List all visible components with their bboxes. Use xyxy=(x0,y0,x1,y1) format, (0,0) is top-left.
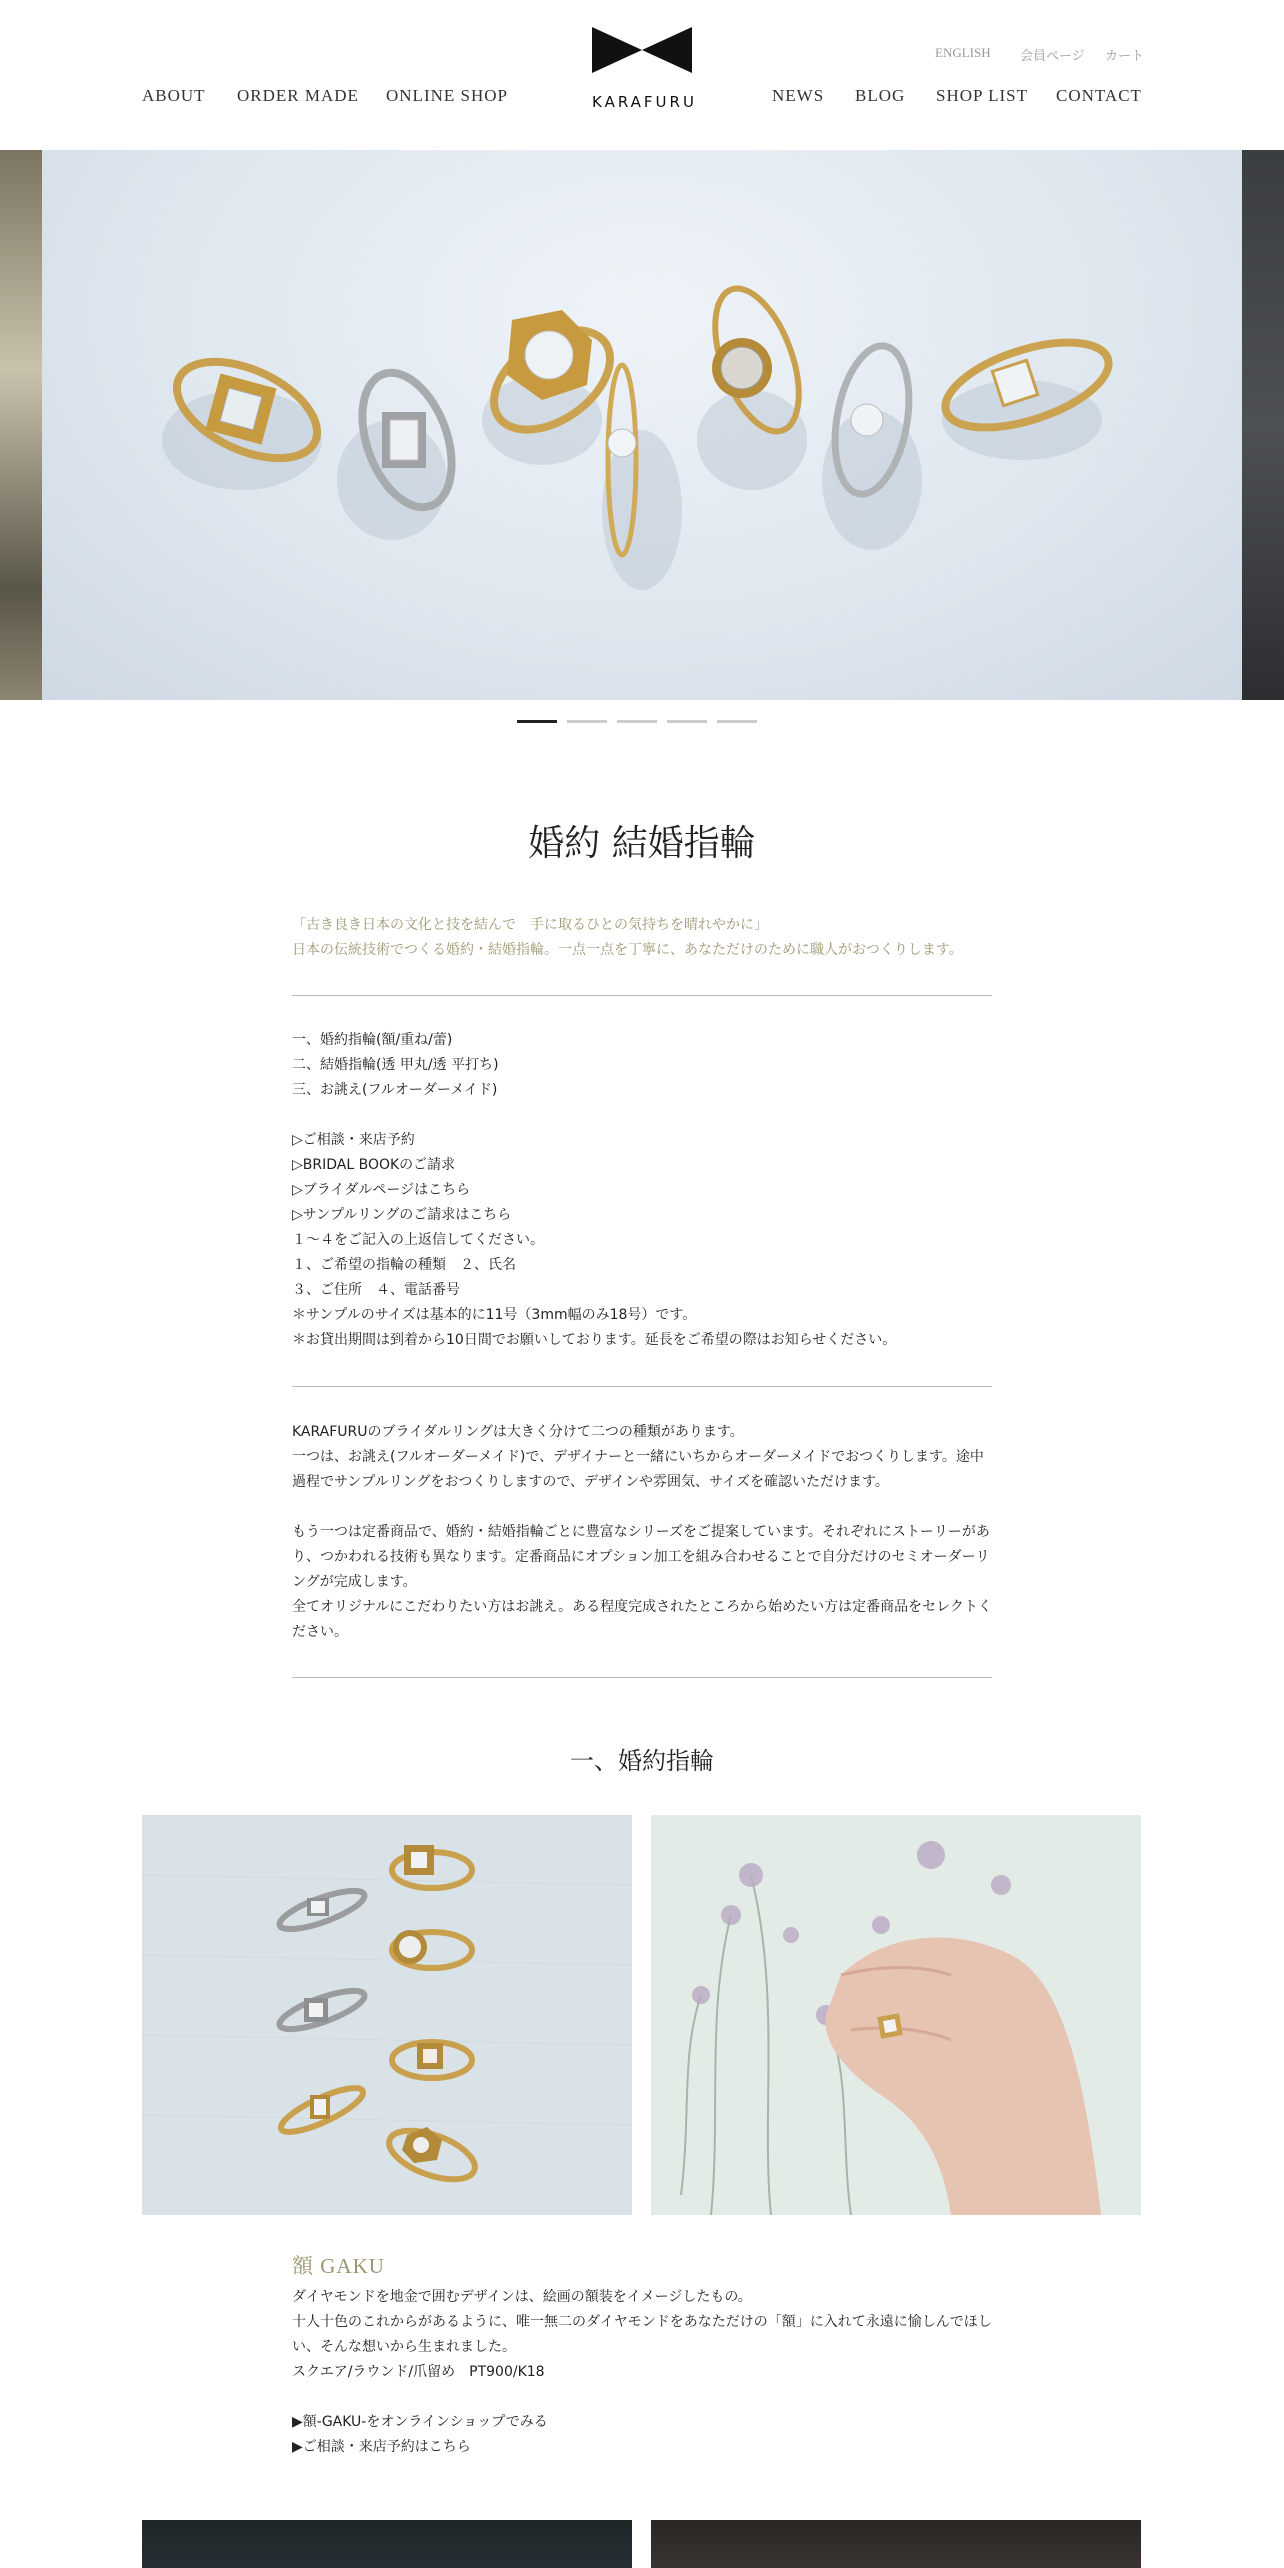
nav-shop-list[interactable]: SHOP LIST xyxy=(936,86,1028,105)
sample-note: １〜４をご記入の上返信してください。 xyxy=(292,1232,544,1248)
rings-photo xyxy=(42,150,1242,700)
paragraph-line: KARAFURUのブライダルリングは大きく分けて二つの種類があります。 xyxy=(292,1424,744,1440)
hero-prev-slide-peek[interactable] xyxy=(0,150,42,700)
slider-dot-3[interactable] xyxy=(617,720,657,723)
engagement-section-title: 一、婚約指輪 xyxy=(570,1747,714,1775)
nav-about[interactable]: ABOUT xyxy=(142,86,206,105)
paragraph-line: 十人十色のこれからがあるように、唯一無二のダイヤモンドをあなただけの「額」に入れて永遠に愉しんでほし xyxy=(292,2314,992,2330)
gaku-description xyxy=(292,2285,992,2460)
kasane-hand-photo xyxy=(651,2520,1141,2568)
bowtie-logo-icon xyxy=(592,27,692,73)
nav-blog[interactable]: BLOG xyxy=(855,86,906,105)
paragraph-line: もう一つは定番商品で、婚約・結婚指輪ごとに豊富なシリーズをご提案しています。それぞれにストーリーがあ xyxy=(292,1524,990,1540)
divider xyxy=(292,1677,992,1678)
paragraph-line: ングが完成します。 xyxy=(292,1574,417,1590)
site-header xyxy=(0,0,1284,150)
util-cart[interactable]: カート xyxy=(1105,48,1145,63)
gaku-rings-photo xyxy=(142,1815,632,2215)
tagline-line-1: 「古き良き日本の文化と技を結んで 手に取るひとの気持ちを晴れやかに」 xyxy=(292,917,768,933)
tagline-line-2: 日本の伝統技術でつくる婚約・結婚指輪。一点一点を丁寧に、あなただけのために職人がおつくりします。 xyxy=(292,942,963,958)
sample-note: ＊サンプルのサイズは基本的に11号（3mm幅のみ18号）です。 xyxy=(292,1307,697,1323)
logo[interactable] xyxy=(592,27,697,117)
link-gaku-online-shop[interactable]: ▶額-GAKU-をオンラインショップでみる xyxy=(292,2414,548,2430)
slider-pagination xyxy=(517,720,767,724)
paragraph-line: い、そんな想いから生まれました。 xyxy=(292,2339,516,2355)
gaku-spec: スクエア/ラウンド/爪留め PT900/K18 xyxy=(292,2364,545,2380)
link-sample-ring[interactable]: ▷サンプルリングのご請求はこちら xyxy=(292,1207,512,1223)
util-english[interactable]: ENGLISH xyxy=(935,45,991,60)
about-bridal-text xyxy=(292,1420,992,1645)
hand-wearing-ring-image xyxy=(651,1815,1141,2215)
nav-order-made[interactable]: ORDER MADE xyxy=(237,86,359,105)
sample-note: １、ご希望の指輪の種類 ２、氏名 xyxy=(292,1257,516,1273)
slider-dot-1[interactable] xyxy=(517,720,557,723)
hero-image-rings xyxy=(42,150,1242,700)
paragraph-line: ださい。 xyxy=(292,1624,348,1640)
slider-dot-5[interactable] xyxy=(717,720,757,723)
spacer xyxy=(292,1103,992,1128)
kasane-rings-photo xyxy=(142,2520,632,2568)
sample-note: ＊お貸出期間は到着から10日間でお願いしております。延長をご希望の際はお知らせください。 xyxy=(292,1332,897,1348)
rings-flatlay-image xyxy=(142,1815,632,2215)
nav-online-shop[interactable]: ONLINE SHOP xyxy=(386,86,508,105)
gaku-hand-photo xyxy=(651,1815,1141,2215)
paragraph-line: 一つは、お誂え(フルオーダーメイド)で、デザイナーと一緒にいちからオーダーメイドでおつくりします。途中 xyxy=(292,1449,984,1465)
link-bridal-book[interactable]: ▷BRIDAL BOOKのご請求 xyxy=(292,1157,456,1173)
util-member-page[interactable]: 会員ページ xyxy=(1020,48,1085,63)
divider xyxy=(292,1386,992,1387)
index-item-engagement[interactable]: 一、婚約指輪(額/重ね/蕾) xyxy=(292,1032,453,1048)
gaku-name: 額 GAKU xyxy=(292,2254,385,2278)
link-gaku-consultation[interactable]: ▶ご相談・来店予約はこちら xyxy=(292,2439,471,2455)
paragraph-line: 過程でサンプルリングをおつくりしますので、デザインや雰囲気、サイズを確認いただけます。 xyxy=(292,1474,889,1490)
link-bridal-page[interactable]: ▷ブライダルページはこちら xyxy=(292,1182,471,1198)
index-item-marriage[interactable]: 二、結婚指輪(透 甲丸/透 平打ち) xyxy=(292,1057,499,1073)
tagline xyxy=(292,913,963,963)
sample-note: ３、ご住所 ４、電話番号 xyxy=(292,1282,460,1298)
slider-dot-2[interactable] xyxy=(567,720,607,723)
divider xyxy=(292,995,992,996)
index-item-custom[interactable]: 三、お誂え(フルオーダーメイド) xyxy=(292,1082,498,1098)
logo-text: KARAFURU xyxy=(592,93,697,111)
nav-news[interactable]: NEWS xyxy=(772,86,825,105)
spacer xyxy=(292,1495,992,1520)
paragraph-line: ダイヤモンドを地金で囲むデザインは、絵画の額装をイメージしたもの。 xyxy=(292,2289,752,2305)
nav-contact[interactable]: CONTACT xyxy=(1056,86,1142,105)
link-consultation[interactable]: ▷ご相談・来店予約 xyxy=(292,1132,415,1148)
slider-dot-4[interactable] xyxy=(667,720,707,723)
index-list xyxy=(292,1028,992,1353)
hero-next-slide-peek[interactable] xyxy=(1242,150,1284,700)
hero-slider[interactable] xyxy=(0,150,1284,700)
page-title: 婚約 結婚指輪 xyxy=(528,823,756,864)
paragraph-line: り、つかわれる技術も異なります。定番商品にオプション加工を組み合わせることで自分だけのセミオーダーリ xyxy=(292,1549,990,1565)
spacer xyxy=(292,2385,992,2410)
paragraph-line: 全てオリジナルにこだわりたい方はお誂え。ある程度完成されたところから始めたい方は定番商品をセレクトく xyxy=(292,1599,992,1615)
